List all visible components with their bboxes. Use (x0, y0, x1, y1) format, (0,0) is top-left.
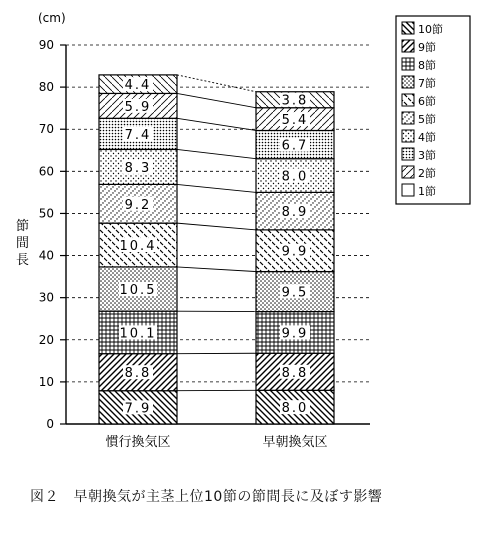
legend-swatch (402, 184, 414, 196)
legend-swatch (402, 40, 414, 52)
connector-line (177, 118, 256, 130)
value-label: 9.9 (281, 244, 309, 260)
legend-label: 2節 (418, 167, 436, 180)
connector-line (177, 267, 256, 272)
value-label: 9.9 (281, 326, 309, 342)
bars (99, 75, 334, 424)
y-axis-label: 節間長 (16, 219, 30, 268)
legend-label: 9節 (418, 41, 436, 54)
y-tick-label: 80 (38, 80, 54, 95)
value-label: 8.0 (281, 401, 309, 417)
y-tick-label: 40 (38, 248, 54, 263)
legend-swatch (402, 130, 414, 142)
category-label: 慣行換気区 (105, 435, 171, 450)
value-label: 4.4 (124, 78, 152, 94)
value-label: 10.4 (119, 239, 157, 255)
connector-line (177, 93, 256, 107)
y-tick-label: 0 (46, 417, 54, 431)
legend-label: 3節 (418, 149, 436, 162)
stack-connectors (177, 75, 256, 391)
value-label: 10.5 (119, 283, 157, 299)
legend-label: 8節 (418, 59, 436, 72)
legend-swatch (402, 76, 414, 88)
value-label: 6.7 (281, 138, 309, 154)
legend-label: 4節 (418, 131, 436, 144)
value-label: 10.1 (119, 326, 157, 342)
value-label: 8.8 (281, 365, 309, 381)
value-label: 7.9 (124, 401, 152, 417)
legend-label: 1節 (418, 185, 436, 198)
value-label: 8.8 (124, 366, 152, 382)
value-label: 8.0 (281, 169, 309, 185)
figure-caption: 図２ 早朝換気が主茎上位10節の節間長に及ぼす影響 (30, 489, 383, 505)
legend-label: 5節 (418, 113, 436, 126)
value-label: 8.3 (124, 160, 152, 176)
connector-line (177, 223, 256, 230)
legend-swatch (402, 112, 414, 124)
connector-line (177, 149, 256, 158)
value-label: 5.4 (281, 113, 309, 129)
legend-swatch (402, 148, 414, 160)
legend-swatch (402, 166, 414, 178)
bar-stack-2 (256, 92, 334, 424)
category-labels (105, 434, 327, 450)
category-label: 早朝換気区 (262, 435, 328, 450)
value-label: 9.5 (281, 285, 309, 301)
y-tick-label: 60 (38, 164, 54, 179)
value-label: 3.8 (281, 93, 309, 109)
y-tick-label: 50 (38, 206, 54, 221)
connector-line (177, 75, 256, 92)
y-tick-label: 20 (38, 332, 54, 347)
y-tick-label: 90 (38, 38, 54, 52)
y-tick-label: 10 (38, 374, 54, 389)
y-tick-label: 70 (38, 122, 54, 137)
connector-line (177, 184, 256, 192)
legend-label: 7節 (418, 77, 436, 90)
bar-stack-1 (99, 75, 177, 424)
legend (396, 16, 470, 204)
legend-swatch (402, 22, 414, 34)
value-label: 9.2 (124, 197, 152, 213)
legend-swatch (402, 94, 414, 106)
legend-swatch (402, 58, 414, 70)
legend-label: 6節 (418, 95, 436, 108)
value-label: 7.4 (124, 127, 152, 143)
legend-label: 10節 (418, 23, 443, 36)
y-tick-label: 30 (38, 290, 54, 305)
unit-label: (cm) (38, 11, 66, 25)
value-label: 8.9 (281, 205, 309, 221)
value-label: 5.9 (124, 99, 152, 115)
